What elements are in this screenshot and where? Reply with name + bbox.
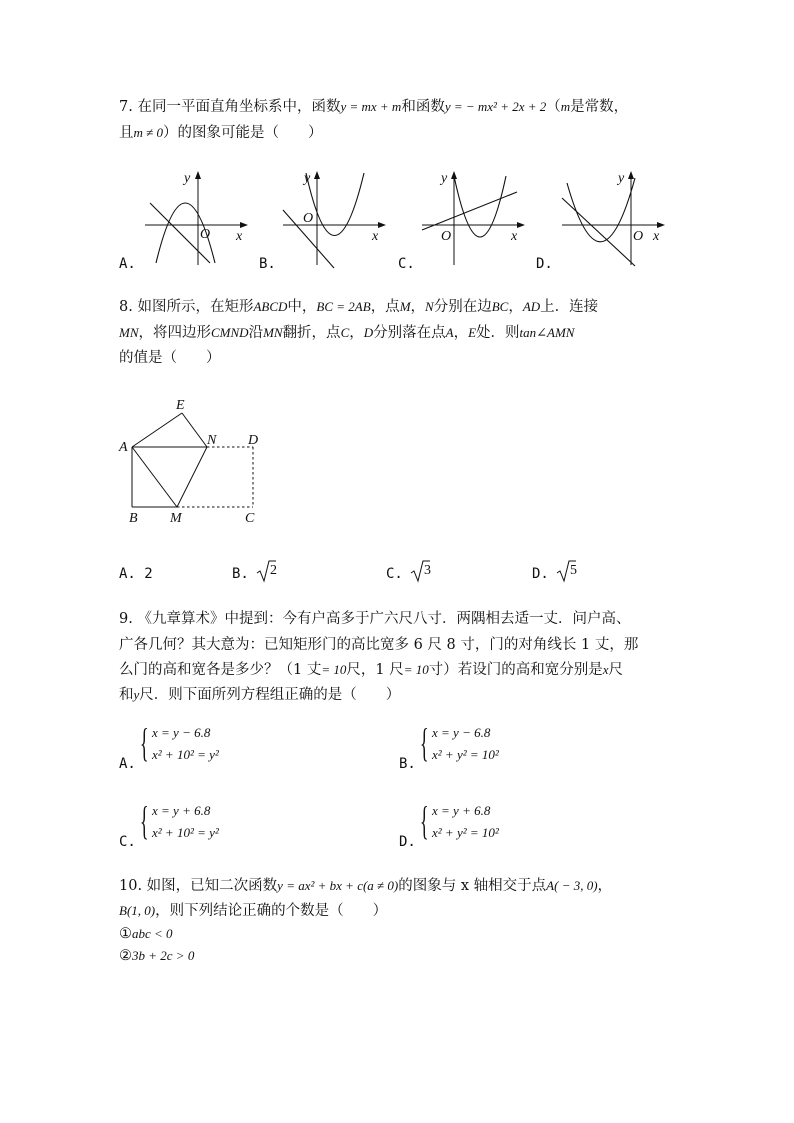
q10-conclusion-1: ①abc < 0 <box>119 926 173 942</box>
q7-graph-b <box>278 168 388 268</box>
y-label: y <box>304 171 311 186</box>
line <box>562 198 635 266</box>
q8-option-d[interactable]: D. 5 <box>532 566 549 582</box>
q8-line2: MN，将四边形CMND沿MN翻折，点C，D分别落在点A，E处．则tan∠AMN <box>119 325 575 341</box>
q9-option-d-label[interactable]: D. <box>399 834 416 850</box>
x-arrow-icon <box>240 222 248 228</box>
q7-func2: y = − mx² + 2x + 2 <box>444 99 547 114</box>
q8-figure <box>115 395 275 530</box>
q9-line1: 9. 《九章算术》中提到：今有户高多于广六尺八寸．两隅相去适一丈．问户高、 <box>119 611 631 627</box>
q10-line2: B(1, 0)，则下列结论正确的个数是（ ） <box>119 903 388 919</box>
q7-func1: y = mx + m <box>340 99 402 114</box>
q7-line1: 7. 在同一平面直角坐标系中，函数y = mx + m和函数y = − mx² + 2x + 2（m是常数， <box>119 99 629 115</box>
q9-option-c-label[interactable]: C. <box>119 834 136 850</box>
q7-graph-c <box>417 168 527 268</box>
label-n: N <box>207 433 217 448</box>
x-label: x <box>511 229 518 244</box>
q8-option-a[interactable]: A. 2 <box>119 566 153 582</box>
q9-option-c-system[interactable]: { x = y + 6.8 x² + 10² = y² <box>140 798 219 843</box>
x-label: x <box>653 229 660 244</box>
brace-icon: { <box>140 798 149 843</box>
origin-label: O <box>633 229 644 244</box>
q9-line3: 么门的高和宽各是多少？（1 丈= 10尺，1 尺= 10寸）若设门的高和宽分别是x尺 <box>119 662 624 678</box>
y-label: y <box>441 171 448 186</box>
q8-line1: 8. 如图所示，在矩形ABCD中，BC = 2AB，点M，N分别在边BC，AD上．连接 <box>119 299 599 315</box>
q10-conclusion-2: ②3b + 2c > 0 <box>119 948 195 964</box>
label-d: D <box>248 433 259 448</box>
label-b: B <box>129 511 138 526</box>
q9-option-a-label[interactable]: A. <box>119 756 136 772</box>
y-arrow-icon <box>195 171 201 179</box>
y-label: y <box>184 171 191 186</box>
q8-option-c[interactable]: C. 3 <box>386 566 403 582</box>
q10-line1: 10. 如图，已知二次函数y = ax² + bx + c(a ≠ 0)的图象与 x 轴相交于点A( − 3, 0)， <box>119 878 613 894</box>
x-arrow-icon <box>517 222 525 228</box>
segment-en <box>182 413 207 447</box>
label-m: M <box>170 511 182 526</box>
brace-icon: { <box>420 720 429 765</box>
q9-line2: 广各几何？其大意为：已知矩形门的高比宽多 6 尺 8 寸，门的对角线长 1 丈，那 <box>119 637 639 653</box>
segment-nm <box>177 447 207 507</box>
origin-label: O <box>303 211 314 226</box>
parabola <box>306 173 364 236</box>
label-a: A <box>119 440 128 455</box>
origin-label: O <box>441 229 452 244</box>
x-arrow-icon <box>378 222 386 228</box>
q7-option-b[interactable]: B. <box>259 256 276 272</box>
q7-option-a[interactable]: A. <box>119 256 136 272</box>
x-label: x <box>372 229 379 244</box>
q7-graph-d <box>557 168 667 268</box>
segment-ae <box>132 413 182 447</box>
parabola <box>567 178 635 242</box>
line <box>422 192 517 230</box>
y-arrow-icon <box>628 171 634 179</box>
q7-line2: 且m ≠ 0）的图象可能是（ ） <box>119 125 323 141</box>
q9-option-d-system[interactable]: { x = y + 6.8 x² + y² = 10² <box>420 798 499 843</box>
brace-icon: { <box>140 720 149 765</box>
q7-option-c[interactable]: C. <box>398 256 415 272</box>
q7-option-d[interactable]: D. <box>536 256 553 272</box>
x-arrow-icon <box>657 222 665 228</box>
x-label: x <box>236 229 243 244</box>
q9-option-b-system[interactable]: { x = y − 6.8 x² + y² = 10² <box>420 720 499 765</box>
q9-line4: 和y尺．则下面所列方程组正确的是（ ） <box>119 687 401 703</box>
label-e: E <box>176 398 185 413</box>
q8-option-b[interactable]: B. 2 <box>232 566 249 582</box>
q9-option-a-system[interactable]: { x = y − 6.8 x² + 10² = y² <box>140 720 219 765</box>
y-label: y <box>618 171 625 186</box>
q7-graph-a <box>140 168 250 268</box>
label-c: C <box>245 511 255 526</box>
brace-icon: { <box>420 798 429 843</box>
y-arrow-icon <box>314 171 320 179</box>
q9-option-b-label[interactable]: B. <box>399 756 416 772</box>
segment-am <box>132 447 177 507</box>
q8-line3: 的值是（ ） <box>119 350 221 366</box>
origin-label: O <box>200 227 211 242</box>
